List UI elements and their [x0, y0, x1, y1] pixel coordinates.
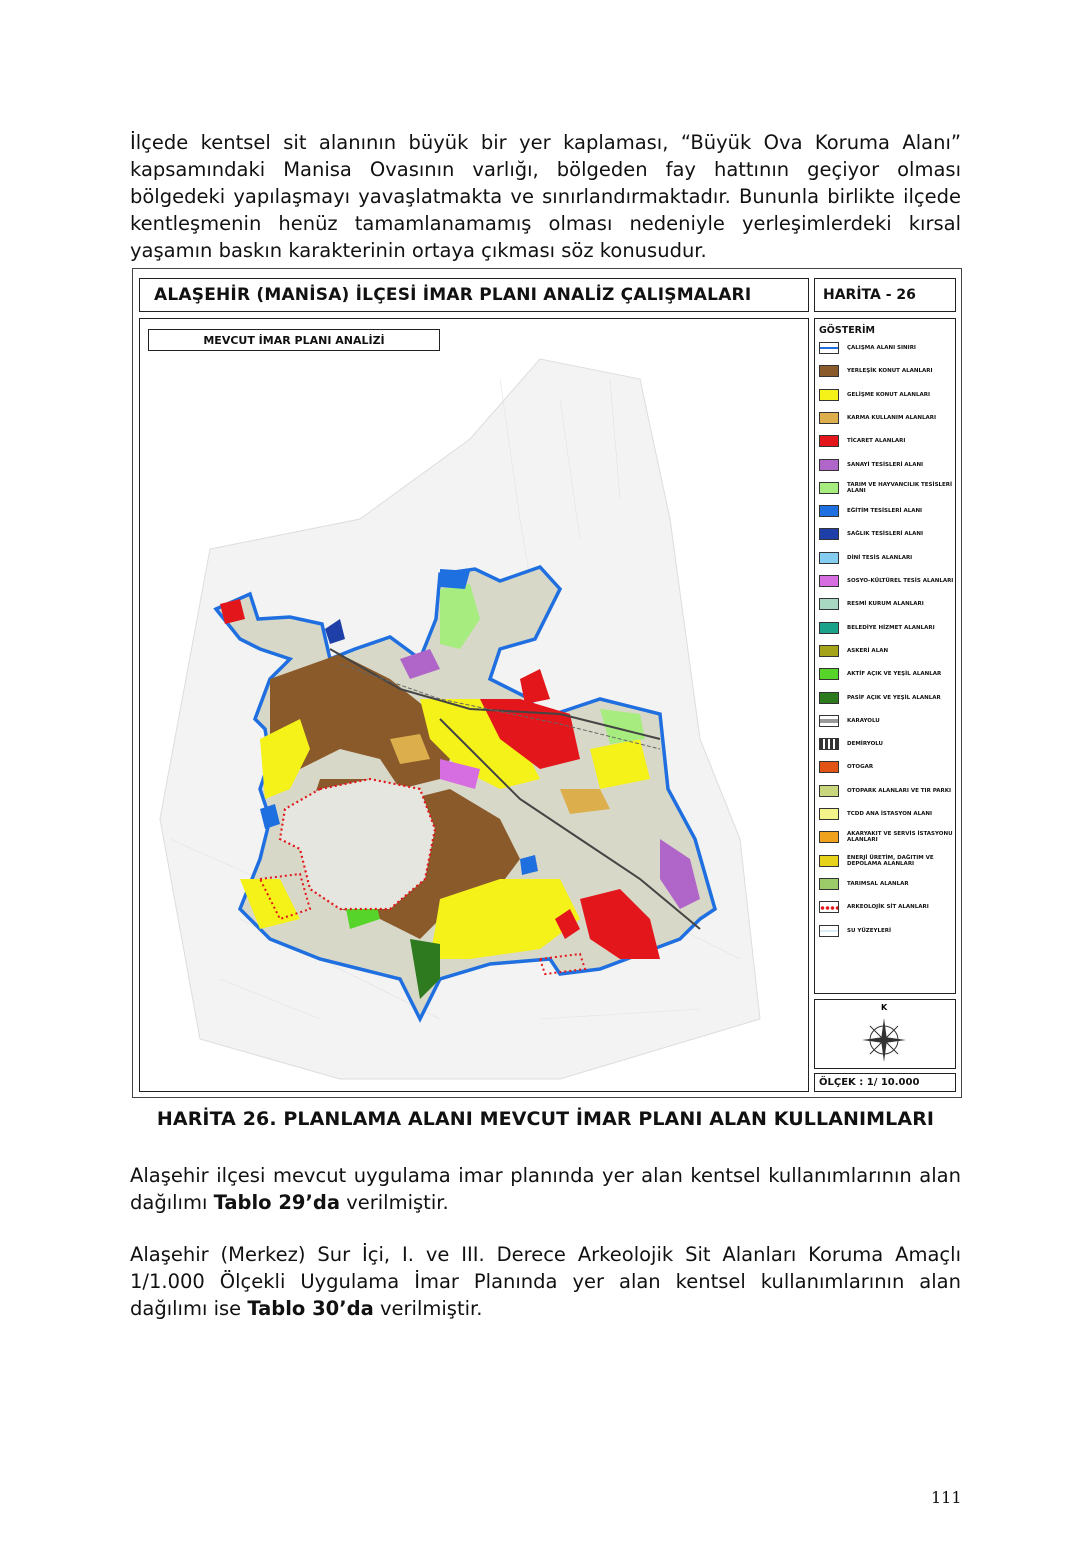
- compass-rose-icon: [815, 1000, 954, 1067]
- p2-text: Alaşehir ilçesi mevcut uygulama imar planında yer alan kentsel kullanımlarının alan dağılımı: [130, 1164, 961, 1214]
- legend-label: OTOPARK ALANLARI VE TIR PARKI: [847, 787, 952, 794]
- legend-item: [819, 621, 955, 635]
- p3-end: verilmiştir.: [373, 1297, 483, 1320]
- legend-label: TİCARET ALANLARI: [847, 438, 906, 445]
- legend-swatch: [819, 459, 839, 471]
- map-legend: [814, 318, 956, 994]
- legend-item: [819, 434, 955, 448]
- map-title: ALAŞEHİR (MANİSA) İLÇESİ İMAR PLANI ANALİZ ÇALIŞMALARI: [139, 278, 809, 312]
- legend-swatch: [819, 575, 839, 587]
- legend-label: SAĞLIK TESİSLERİ ALANI: [847, 531, 924, 538]
- legend-title: GÖSTERİM: [819, 325, 875, 336]
- legend-label: ÇALIŞMA ALANI SINIRI: [847, 345, 916, 351]
- legend-swatch: [819, 412, 839, 424]
- legend-swatch: [819, 528, 839, 540]
- legend-swatch: [819, 925, 839, 937]
- legend-swatch: [819, 645, 839, 657]
- legend-swatch: [819, 365, 839, 377]
- compass-letter: K: [881, 1003, 888, 1012]
- p3-bold: Tablo 30’da: [247, 1297, 374, 1320]
- legend-label: TCDD ANA İSTASYON ALANI: [847, 811, 933, 817]
- compass-box: [814, 999, 956, 1069]
- legend-item: [819, 644, 955, 658]
- legend-label: ENERJİ ÜRETİM, DAĞITIM VE DEPOLAMA ALANLARI: [847, 854, 934, 867]
- legend-swatch: [819, 692, 839, 704]
- legend-item: [819, 527, 955, 541]
- map-drawing: [139, 318, 809, 1092]
- map-subtitle: MEVCUT İMAR PLANI ANALİZİ: [148, 329, 440, 351]
- legend-item: [819, 784, 955, 798]
- legend-swatch: [819, 389, 839, 401]
- legend-swatch: [819, 855, 839, 867]
- legend-label: YERLEŞİK KONUT ALANLARI: [847, 368, 933, 375]
- map-number: HARİTA - 26: [814, 278, 956, 312]
- legend-swatch: [819, 808, 839, 820]
- legend-item: [819, 667, 955, 681]
- legend-item: [819, 924, 955, 938]
- legend-label: ASKERİ ALAN: [847, 647, 889, 654]
- legend-label: AKARYAKIT VE SERVİS İSTASYONU ALANLARI: [847, 831, 953, 844]
- legend-label: SANAYİ TESİSLERİ ALANI: [847, 461, 924, 468]
- legend-swatch: [819, 342, 839, 354]
- legend-label: KARAYOLU: [847, 717, 880, 724]
- map-scale: ÖLÇEK : 1/ 10.000: [814, 1073, 956, 1092]
- legend-item: [819, 877, 955, 891]
- legend-item: [819, 364, 955, 378]
- legend-item: [819, 737, 955, 751]
- legend-item: [819, 854, 955, 868]
- p2-bold: Tablo 29’da: [213, 1191, 341, 1214]
- p3-text: Alaşehir (Merkez) Sur İçi, I. ve III. Derece Arkeolojik Sit Alanları Koruma Amaçlı 1/1.000 Ölçekli Uygulama İmar Planında yer alan kentsel kullanımlarının alan dağılımı ise: [130, 1243, 961, 1320]
- legend-label: BELEDİYE HİZMET ALANLARI: [847, 624, 935, 631]
- legend-item: [819, 341, 955, 355]
- map-figure: [132, 268, 962, 1098]
- legend-item: [819, 388, 955, 402]
- legend-swatch: [819, 738, 839, 750]
- legend-swatch: [819, 482, 839, 494]
- legend-swatch: [819, 785, 839, 797]
- legend-item: [819, 714, 955, 728]
- legend-swatch: [819, 668, 839, 680]
- legend-item: [819, 551, 955, 565]
- legend-label: TARIM VE HAYVANCILIK TESİSLERİ ALANI: [847, 481, 953, 494]
- legend-label: EĞİTİM TESİSLERİ ALANI: [847, 508, 923, 515]
- legend-item: [819, 900, 955, 914]
- land-use-map: [140, 319, 807, 1090]
- legend-swatch: [819, 552, 839, 564]
- legend-item: [819, 481, 955, 495]
- legend-label: KARMA KULLANIM ALANLARI: [847, 414, 936, 421]
- legend-label: DİNİ TESİS ALANLARI: [847, 554, 913, 561]
- legend-item: [819, 597, 955, 611]
- p2-end: verilmiştir.: [340, 1191, 449, 1214]
- legend-label: GELİŞME KONUT ALANLARI: [847, 391, 931, 398]
- figure-caption: HARİTA 26. PLANLAMA ALANI MEVCUT İMAR PLANI ALAN KULLANIMLARI: [156, 1108, 935, 1130]
- legend-swatch: [819, 761, 839, 773]
- legend-item: [819, 411, 955, 425]
- legend-item: [819, 574, 955, 588]
- legend-swatch: [819, 435, 839, 447]
- legend-swatch: [819, 715, 839, 727]
- legend-label: TARIMSAL ALANLAR: [847, 880, 909, 887]
- legend-label: SU YÜZEYLERİ: [847, 927, 892, 934]
- legend-item: [819, 830, 955, 844]
- legend-label: RESMİ KURUM ALANLARI: [847, 601, 924, 608]
- legend-item: [819, 504, 955, 518]
- legend-label: ARKEOLOJİK SİT ALANLARI: [847, 904, 929, 911]
- legend-swatch: [819, 505, 839, 517]
- legend-swatch: [819, 831, 839, 843]
- legend-item: [819, 760, 955, 774]
- legend-item: [819, 458, 955, 472]
- legend-label: PASİF AÇIK VE YEŞİL ALANLAR: [847, 694, 941, 701]
- paragraph-tablo-29: [130, 1162, 961, 1216]
- legend-item: [819, 691, 955, 705]
- legend-label: SOSYO-KÜLTÜREL TESİS ALANLARI: [847, 578, 954, 584]
- legend-swatch: [819, 901, 839, 913]
- legend-swatch: [819, 598, 839, 610]
- paragraph-tablo-30: [130, 1241, 961, 1322]
- legend-label: OTOGAR: [847, 764, 874, 771]
- legend-swatch: [819, 878, 839, 890]
- intro-paragraph: İlçede kentsel sit alanının büyük bir yer kaplaması, “Büyük Ova Koruma Alanı” kapsamındaki Manisa Ovasının varlığı, bölgeden fay hattının geçiyor olması bölgedeki yapılaşmayı yavaşlatmakta ve sınırlandırmaktadır. Bununla birlikte ilçede kentleşmenin henüz tamamlanamamış olması nedeniyle yerleşimlerdeki kırsal yaşamın baskın karakterinin ortaya çıkması söz konusudur.: [130, 131, 961, 262]
- legend-swatch: [819, 622, 839, 634]
- legend-item: [819, 807, 955, 821]
- page-number: 111: [931, 1488, 962, 1507]
- legend-label: DEMİRYOLU: [847, 741, 884, 748]
- legend-label: AKTİF AÇIK VE YEŞİL ALANLAR: [847, 671, 942, 678]
